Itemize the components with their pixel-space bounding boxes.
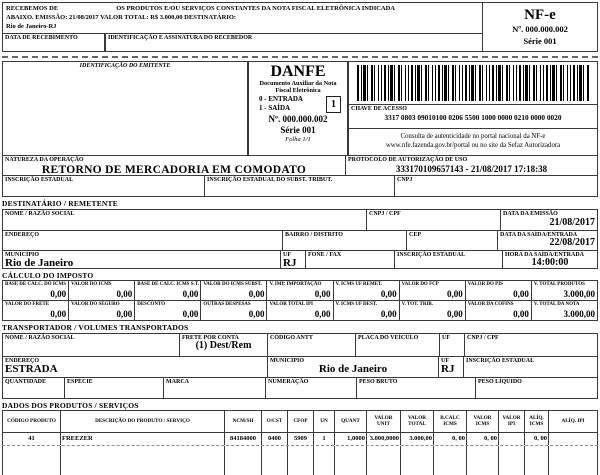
col-label: DESCRIÇÃO DO PRODUTO / SERVIÇO xyxy=(95,417,190,424)
field-chave-acesso xyxy=(348,104,598,129)
empty-cell xyxy=(2,446,61,475)
field-data-emissao xyxy=(500,209,598,231)
option-entrada: 0 - ENTRADA xyxy=(259,95,303,104)
field-label: CHAVE DE ACESSO xyxy=(351,106,407,112)
field-label: VALOR DO ICMS xyxy=(71,282,112,287)
field-fone-fax xyxy=(305,250,395,269)
field-label: ESPÉCIE xyxy=(67,378,93,385)
field-data-recebimento xyxy=(2,33,105,52)
col-valor-unit xyxy=(366,410,401,433)
empty-cell xyxy=(400,446,434,475)
field-label: NATUREZA DA OPERAÇÃO xyxy=(5,157,84,163)
field-placa-veiculo xyxy=(355,333,440,357)
field-ie-transportador xyxy=(463,356,598,378)
section-transportador: TRANSPORTADOR / VOLUMES TRANSPORTADOS xyxy=(2,323,189,332)
receipt-left xyxy=(2,2,483,52)
cell-aliq-icms xyxy=(524,433,549,445)
field-cnpj-cpf xyxy=(366,209,501,231)
field-value: 0,00 xyxy=(447,288,463,299)
field-label: DATA DA SAÍDA/ENTRADA xyxy=(500,231,578,238)
field-value: 0,00 xyxy=(513,288,529,299)
cell-codigo xyxy=(2,433,61,445)
field-label: BASE DE CALC. ICMS S.T. xyxy=(137,282,199,287)
field-valor-cofins xyxy=(465,300,532,321)
cell-value: 3.000,0000 xyxy=(369,434,399,442)
field-label: MUNICÍPIO xyxy=(5,251,39,258)
issuer-block xyxy=(2,61,598,156)
transportador-row-1 xyxy=(2,333,598,357)
field-label: FRETE POR CONTA xyxy=(182,334,239,341)
field-value: 3.000,00 xyxy=(563,288,595,299)
receipt-recebemos-de: RECEBEMOS DE xyxy=(6,5,59,12)
field-uf-destinatario xyxy=(280,250,306,269)
field-value: 0,00 xyxy=(248,308,265,319)
field-label: PROTOCOLO DE AUTORIZAÇÃO DE USO xyxy=(348,157,468,163)
field-label: CNPJ / CPF xyxy=(467,334,499,341)
field-label: INSCRIÇÃO ESTADUAL xyxy=(397,251,466,258)
field-nome-razao-social xyxy=(2,209,367,231)
col-label: ALÍQ. ICMS xyxy=(529,414,544,427)
receipt-line2: ABAIXO. EMISSÃO: 21/08/2017 VALOR TOTAL: R$ 3.000,00 DESTINATÁRIO: xyxy=(6,13,237,21)
section-calculo-imposto: CÁLCULO DO IMPOSTO xyxy=(2,270,94,280)
field-label: DATA DE RECEBIMENTO xyxy=(5,35,78,42)
field-value: 0,00 xyxy=(314,308,331,319)
cut-dashed-line xyxy=(2,56,598,58)
field-value: RJ xyxy=(441,363,455,376)
col-label: VALOR TOTAL xyxy=(407,414,427,427)
field-label: PESO BRUTO xyxy=(359,378,398,385)
issuer-identification-box xyxy=(2,61,248,156)
empty-cell xyxy=(60,446,225,475)
option-saida: 1 - SAÍDA xyxy=(259,104,291,113)
products-table xyxy=(2,410,598,475)
empty-cell xyxy=(498,446,525,475)
empty-cell xyxy=(366,446,401,475)
field-label: VALOR DO ICMS SUBST. xyxy=(203,282,262,287)
field-v-icms-uf-remet xyxy=(333,280,400,301)
col-label: NCM/SH xyxy=(232,417,254,424)
destinatario-row-2 xyxy=(2,230,598,251)
danfe-sheet: Folha 1/1 xyxy=(285,135,311,143)
receipt-line1: OS PRODUTOS E/OU SERVIÇOS CONSTANTES DA NOTA FISCAL ELETRÔNICA INDICADA xyxy=(116,5,395,12)
col-label: O/CST xyxy=(266,417,283,424)
field-label: CNPJ / CPF xyxy=(369,210,401,217)
field-value: 14:00:00 xyxy=(531,257,569,269)
field-value: 0,00 xyxy=(513,308,529,319)
field-protocolo-autorizacao xyxy=(345,155,598,176)
field-label: VALOR TOTAL IPI xyxy=(269,302,313,307)
field-label: NOME / RAZÃO SOCIAL xyxy=(5,334,75,341)
cell-quant xyxy=(334,433,367,445)
cell-bcalc-icms xyxy=(433,433,467,445)
danfe-title: DANFE xyxy=(270,63,326,80)
cell-value: 0, 00 xyxy=(484,434,497,442)
products-empty-rows xyxy=(2,446,598,475)
field-value: 333170109657143 - 21/08/2017 17:18:38 xyxy=(395,163,548,174)
field-label: PLACA DO VEÍCULO xyxy=(358,334,419,341)
authenticity-line1: Consulta de autenticidade no portal nacional da NF-e xyxy=(400,133,546,141)
col-label: UN xyxy=(320,417,328,424)
field-marca xyxy=(163,377,266,399)
field-uf2-transportador xyxy=(438,356,464,378)
field-value: 0,00 xyxy=(380,288,397,299)
danfe-box xyxy=(248,61,348,156)
field-value: Rio de Janeiro xyxy=(5,257,74,269)
field-value: RETORNO DE MERCADORIA EM COMODATO xyxy=(41,163,307,176)
field-valor-total-ipi xyxy=(266,300,333,321)
field-label: BAIRRO / DISTRITO xyxy=(285,231,343,238)
field-label: CÓDIGO ANTT xyxy=(270,334,313,341)
field-base-calc-icms-st xyxy=(134,280,201,301)
field-value: RJ xyxy=(283,257,297,269)
col-label: VALOR ICMS xyxy=(473,414,492,427)
cell-value: 0, 00 xyxy=(452,434,465,442)
col-quant xyxy=(334,410,367,433)
field-value: 22/08/2017 xyxy=(549,237,595,249)
cell-value: 3.000,00 xyxy=(409,434,432,442)
products-header-row xyxy=(2,410,598,433)
cell-value: 5909 xyxy=(294,434,307,442)
registrations-row xyxy=(2,175,598,197)
field-value: 0,00 xyxy=(447,308,463,319)
transportador-row-3 xyxy=(2,377,598,399)
empty-cell xyxy=(287,446,314,475)
field-municipio-transportador xyxy=(267,356,439,378)
empty-cell xyxy=(524,446,549,475)
col-cfop xyxy=(287,410,314,433)
field-label: MUNICÍPIO xyxy=(270,357,304,364)
empty-cell xyxy=(224,446,262,475)
field-data-saida-entrada xyxy=(497,230,598,251)
field-label: VALOR DO SEGURO xyxy=(71,302,120,307)
barcode-box xyxy=(348,61,598,105)
receipt-statement xyxy=(2,2,483,34)
field-label: VALOR DO PIS xyxy=(467,282,503,287)
field-base-calc-icms xyxy=(2,280,69,301)
col-un xyxy=(313,410,335,433)
col-label: CÓDIGO PRODUTO xyxy=(7,417,56,424)
field-valor-frete xyxy=(2,300,69,321)
field-hora-saida xyxy=(502,250,598,269)
field-endereco xyxy=(2,230,283,251)
field-municipio xyxy=(2,250,281,269)
field-bairro-distrito xyxy=(282,230,407,251)
field-assinatura-recebedor xyxy=(105,33,483,52)
destinatario-row-1 xyxy=(2,209,598,231)
field-especie xyxy=(64,377,164,399)
col-aliq-ipi xyxy=(548,410,598,433)
section-destinatario: DESTINATÁRIO / REMETENTE xyxy=(2,199,118,208)
field-cnpj-emitente xyxy=(394,175,598,197)
danfe-subtitle-2: Fiscal Eletrônica xyxy=(275,87,321,95)
section-produtos: DADOS DOS PRODUTOS / SERVIÇOS xyxy=(2,400,139,410)
empty-cell xyxy=(261,446,288,475)
field-value: 0,00 xyxy=(182,308,199,319)
field-label: INSCRIÇÃO ESTADUAL DO SUBST. TRIBUT. xyxy=(207,177,333,183)
field-inscricao-subst-tribut xyxy=(204,175,395,197)
field-peso-liquido xyxy=(475,377,598,399)
field-label: IDENTIFICAÇÃO E ASSINATURA DO RECEBEDOR xyxy=(108,35,253,42)
field-quantidade xyxy=(2,377,65,399)
col-label: VALOR IPI xyxy=(502,414,521,427)
danfe-number: Nº. 000.000.002 xyxy=(268,113,328,124)
field-peso-bruto xyxy=(356,377,476,399)
col-codigo-produto xyxy=(2,410,61,433)
authenticity-note xyxy=(348,128,598,156)
field-valor-icms-subst xyxy=(200,280,267,301)
field-label: UF xyxy=(441,357,449,364)
col-ncm-sh xyxy=(224,410,262,433)
field-value: Rio de Janeiro xyxy=(318,363,388,376)
nfe-number-box xyxy=(482,2,598,52)
field-endereco-transportador xyxy=(2,356,268,378)
field-value: 0,00 xyxy=(50,288,67,299)
field-value: 0,00 xyxy=(248,288,265,299)
field-label: PESO LÍQUIDO xyxy=(478,378,522,385)
field-outras-despesas xyxy=(200,300,267,321)
operation-row xyxy=(2,155,598,176)
authenticity-line2: www.nfe.fazenda.gov.br/portal ou no site da Sefaz Autorizadora xyxy=(385,142,561,149)
field-label: UF xyxy=(283,251,291,258)
empty-cell xyxy=(466,446,499,475)
field-valor-fcp xyxy=(399,280,466,301)
field-value: 3.000,00 xyxy=(563,308,595,319)
barcode xyxy=(357,65,589,101)
danfe-subtitle-1: Documento Auxiliar da Nota xyxy=(259,80,337,87)
cell-valor-unit xyxy=(366,433,401,445)
nfe-title: NF-e xyxy=(524,7,556,24)
col-descricao xyxy=(60,410,225,433)
field-label: V. TOTAL DA NOTA xyxy=(533,302,580,307)
field-label: V. TOT. TRIB. xyxy=(401,302,434,307)
field-numeracao xyxy=(265,377,357,399)
field-label: CEP xyxy=(409,231,421,238)
field-label: MARCA xyxy=(166,378,189,385)
field-value: 0,00 xyxy=(50,308,67,319)
nfe-number: Nº. 000.000.002 xyxy=(512,24,568,35)
field-label: VALOR DA COFINS xyxy=(467,302,514,307)
col-valor-total xyxy=(400,410,434,433)
field-label: INSCRIÇÃO ESTADUAL xyxy=(466,357,535,364)
field-cnpj-transportador xyxy=(464,333,598,357)
field-uf-transportador xyxy=(439,333,465,357)
cell-descricao xyxy=(60,433,225,445)
cell-value: 41 xyxy=(28,434,35,442)
field-label: V. ICMS UF DEST. xyxy=(335,302,377,307)
field-v-tot-trib xyxy=(399,300,466,321)
col-bcalc-icms xyxy=(433,410,467,433)
col-label: ALÍQ. IPI xyxy=(561,417,585,424)
field-inscricao-estadual xyxy=(2,175,205,197)
field-label: ENDEREÇO xyxy=(5,357,40,364)
field-label: DATA DA EMISSÃO xyxy=(503,210,558,217)
field-v-total-produtos xyxy=(531,280,598,301)
col-label: CFOP xyxy=(293,417,308,424)
field-label: UF xyxy=(442,334,450,341)
field-valor-icms xyxy=(68,280,135,301)
field-label: HORA DA SAÍDA/ENTRADA xyxy=(505,251,585,258)
field-label: NOME / RAZÃO SOCIAL xyxy=(5,210,75,217)
access-key-value: 3317 0803 09010100 0206 5500 1000 0000 0210 0000 0020 xyxy=(384,112,562,122)
field-label: OUTRAS DESPESAS xyxy=(203,302,251,307)
field-label: CNPJ xyxy=(397,177,413,183)
cell-cfop xyxy=(287,433,314,445)
field-natureza-operacao xyxy=(2,155,346,176)
operation-type-box: 1 xyxy=(326,96,341,113)
field-transportador-nome xyxy=(2,333,180,357)
col-valor-icms xyxy=(466,410,499,433)
cell-valor-total xyxy=(400,433,434,445)
field-label: DESCONTO xyxy=(137,302,166,307)
col-label: B.CALC ICMS xyxy=(440,414,460,427)
field-value: 0,00 xyxy=(116,288,133,299)
field-value: 21/08/2017 xyxy=(549,217,595,228)
col-label: VALOR UNIT xyxy=(374,414,393,427)
empty-cell xyxy=(334,446,367,475)
field-label: VALOR DO FRETE xyxy=(5,302,50,307)
field-label: NUMERAÇÃO xyxy=(268,378,309,385)
col-aliq-icms xyxy=(524,410,549,433)
field-value: ESTRADA xyxy=(5,363,58,376)
cell-value: 1,0000 xyxy=(347,434,365,442)
issuer-label: IDENTIFICAÇÃO DO EMITENTE xyxy=(79,63,171,69)
destinatario-row-3 xyxy=(2,250,598,269)
field-label: V. TOTAL PRODUTOS xyxy=(533,282,585,287)
entrada-saida-options xyxy=(259,95,303,113)
cell-value: 0400 xyxy=(268,434,281,442)
field-v-total-nota xyxy=(531,300,598,321)
field-value: 0,00 xyxy=(380,308,397,319)
receipt-line3: Rio de Janeiro-RJ xyxy=(6,22,57,30)
field-value: 0,00 xyxy=(182,288,199,299)
field-label: BASE DE CÁLC. DO ICMS xyxy=(5,282,66,287)
col-valor-ipi xyxy=(498,410,525,433)
empty-cell xyxy=(313,446,335,475)
field-inscricao-estadual-dest xyxy=(394,250,503,269)
field-valor-seguro xyxy=(68,300,135,321)
cell-value: 1 xyxy=(322,434,326,442)
field-cep xyxy=(406,230,498,251)
transportador-row-2 xyxy=(2,356,598,378)
field-label: V. IMP. IMPORTAÇÃO xyxy=(269,282,322,287)
field-label: QUANTIDADE xyxy=(5,378,47,385)
entrada-saida-block xyxy=(251,94,345,114)
cell-value: 0, 00 xyxy=(534,434,547,442)
field-codigo-antt xyxy=(267,333,356,357)
cell-ncm xyxy=(224,433,262,445)
col-ocst xyxy=(261,410,288,433)
cell-aliq-ipi xyxy=(548,433,598,445)
imposto-row-2 xyxy=(2,300,598,321)
field-label: FONE / FAX xyxy=(308,251,342,258)
nfe-series: Série 001 xyxy=(523,35,557,46)
cell-valor-icms xyxy=(466,433,499,445)
imposto-row-1 xyxy=(2,280,598,301)
field-label: ENDEREÇO xyxy=(5,231,40,238)
product-row xyxy=(2,433,598,446)
field-frete-por-conta xyxy=(179,333,268,357)
field-label: INSCRIÇÃO ESTADUAL xyxy=(5,177,74,183)
cell-un xyxy=(313,433,335,445)
receipt-stub xyxy=(2,2,598,52)
field-value: (1) Dest/Rem xyxy=(195,340,252,352)
field-v-icms-uf-dest xyxy=(333,300,400,321)
empty-cell xyxy=(433,446,467,475)
cell-value: 84184000 xyxy=(230,434,256,442)
field-v-imp-importacao xyxy=(266,280,333,301)
danfe-series: Série 001 xyxy=(280,124,316,135)
barcode-column xyxy=(348,61,598,156)
cell-valor-ipi xyxy=(498,433,525,445)
field-value: 0,00 xyxy=(116,308,133,319)
field-label: V. ICMS UF REMET. xyxy=(335,282,383,287)
cell-value: FREEZER xyxy=(62,434,93,442)
field-value: 0,00 xyxy=(314,288,331,299)
cell-ocst xyxy=(261,433,288,445)
field-valor-pis xyxy=(465,280,532,301)
empty-cell xyxy=(548,446,598,475)
col-label: QUANT xyxy=(341,417,360,424)
field-desconto xyxy=(134,300,201,321)
receipt-bottom-row xyxy=(2,33,483,52)
field-label: VALOR DO FCP xyxy=(401,282,439,287)
